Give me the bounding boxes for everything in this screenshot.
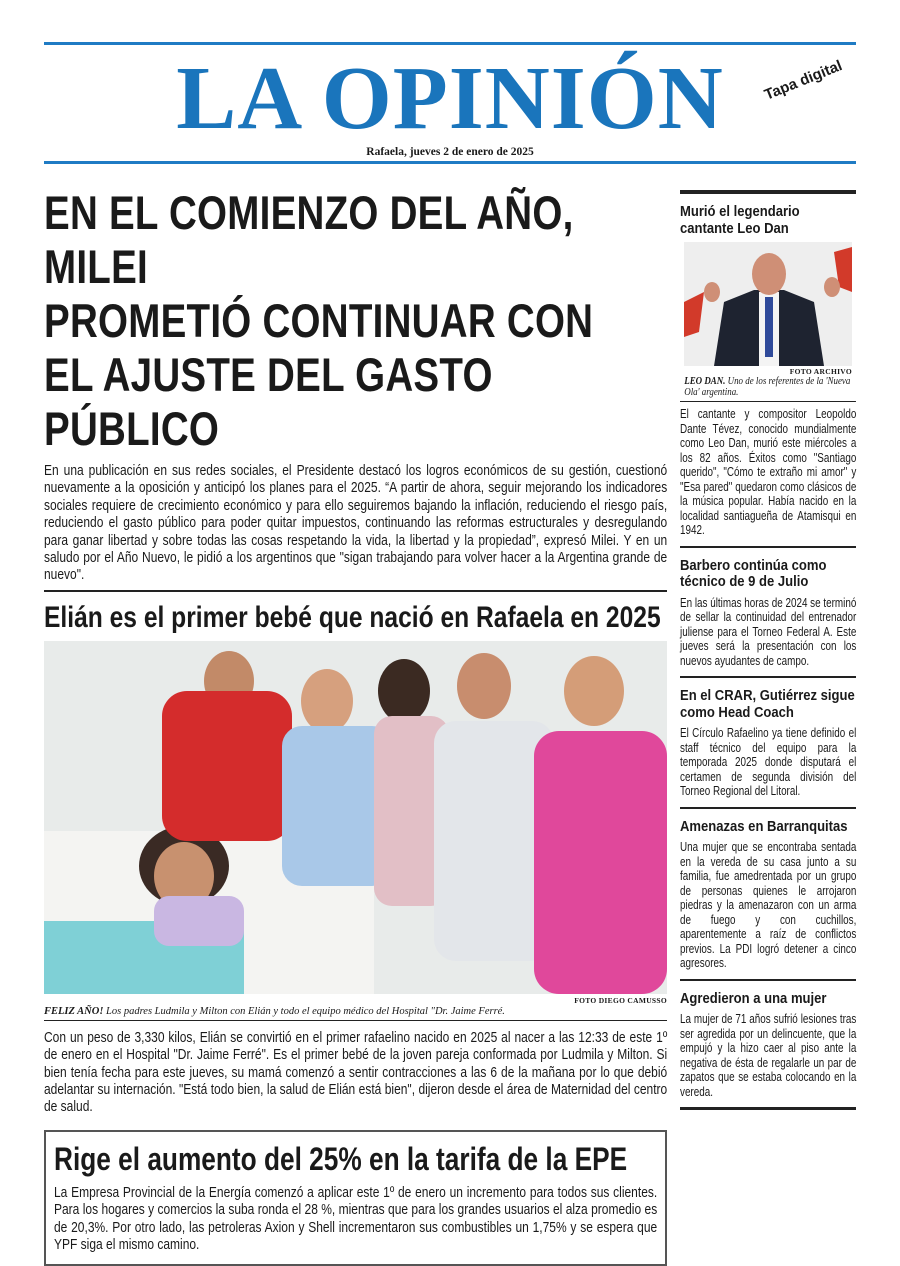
masthead-title: LA OPINIÓN bbox=[176, 49, 724, 148]
sidebar-headline-barbero[interactable]: Barbero continúa como técnico de 9 de Julio bbox=[680, 557, 827, 590]
sidebar-bottom-bar bbox=[680, 1107, 856, 1110]
baby-photo-credit: FOTO DIEGO CAMUSSO bbox=[574, 995, 667, 1005]
lead-headline[interactable] bbox=[44, 186, 667, 456]
caption-underline bbox=[44, 1020, 667, 1021]
caption-text: Los padres Ludmila y Milton con Elián y todo el equipo médico del Hospital "Dr. Jaime Ferré. bbox=[103, 1005, 505, 1017]
sidebar-body-leo-dan: El cantante y compositor Leopoldo Dante Tévez, conocido mundialmente como Leo Dan, murió este miércoles a los 82 años. Éxitos como "Santiago querido", "Cómo te extraño mi amor" y "Esa pared" quedaron como clásicos de la música popular. Había nacido en la localidad santiagueña de Atamisqui en 1942. bbox=[680, 406, 857, 537]
masthead-top-rule bbox=[44, 42, 856, 45]
baby-photo[interactable] bbox=[44, 641, 667, 994]
leo-dan-photo-credit: FOTO ARCHIVO bbox=[789, 367, 852, 376]
baby-photo-credit-row bbox=[44, 996, 667, 1005]
sidebar-item-agresion bbox=[680, 979, 856, 1108]
leo-dan-photo[interactable] bbox=[684, 242, 852, 366]
lead-body: En una publicación en sus redes sociales, el Presidente destacó los logros económicos de su gestión, cuestionó nuevamente a la oposición y anticipó los planes para el 2025. “A partir de ahora, seguir mejorando los indicadores sociales requiere de crecimiento económico y para ello seguiremos bajando la inflación, reduciendo el riesgo país, reduciendo el gasto público para poder quitar impuestos, continuando las reformas estructurales y desregulando para ganar libertad y sobre todas las cosas respetando la vida, la libertad y la propiedad”, expresó Milei. Y en un saludo por el Año Nuevo, le pidió a los argentinos que "sigan trabajando para volver hacer a la Argentina grande de nuevo". bbox=[44, 462, 668, 584]
caption-lead: LEO DAN. bbox=[684, 376, 726, 387]
sidebar-body-barbero: En las últimas horas de 2024 se terminó de sellar la continuidad del entrenador juliense para el Torneo Federal A. Este jueves será la presentación con los nuevos ayudantes de campo. bbox=[680, 594, 857, 668]
epe-headline[interactable]: Rige el aumento del 25% en la tarifa de la EPE bbox=[54, 1140, 628, 1177]
divider bbox=[44, 590, 667, 592]
sidebar-body-crar: El Círculo Rafaelino ya tiene definido el staff técnico del equipo para la temporada 2025 donde disputará el certamen de segunda división del Torneo Regional del Litoral. bbox=[680, 725, 857, 798]
lead-headline-line: EL AJUSTE DEL GASTO PÚBLICO bbox=[44, 348, 493, 455]
edition-label: Tapa digital bbox=[762, 57, 845, 104]
baby-photo-caption bbox=[44, 1006, 667, 1018]
sidebar-headline-crar[interactable]: En el CRAR, Gutiérrez sigue como Head Coach bbox=[680, 688, 855, 721]
leo-dan-image bbox=[684, 242, 852, 366]
baby-body: Con un peso de 3,330 kilos, Elián se convirtió en el primer rafaelino nacido en 2025 al nacer a las 12:33 de este 1º de enero en el Hospital "Dr. Jaime Ferré". Es el primer bebé de la joven pareja conformada por Ludmila y Milton. Si bien tenía fecha para este jueves, su mamá comenzó a sentir contracciones a las 6 de la mañana por lo que debió adelantar su internación. "Está todo bien, la salud de Elián está bien", dijeron desde el área de Maternidad del centro de salud. bbox=[44, 1028, 668, 1116]
sidebar-item-crar bbox=[680, 676, 856, 807]
sidebar-headline-barranquitas[interactable]: Amenazas en Barranquitas bbox=[680, 818, 848, 835]
sidebar-item-barranquitas bbox=[680, 807, 856, 979]
caption-lead: FELIZ AÑO! bbox=[44, 1005, 104, 1017]
masthead-bottom-rule bbox=[44, 161, 856, 164]
baby-headline[interactable]: Elián es el primer bebé que nació en Rafaela en 2025 bbox=[44, 600, 661, 634]
epe-body: La Empresa Provincial de la Energía comenzó a aplicar este 1º de enero un incremento para todos sus clientes. Para los hogares y comercios la suba ronda el 28 %, mientras que para los grandes usuarios el alza promedio es de 20,3%. Por otro lado, las petroleras Axion y Shell incrementaron sus combustibles un 1,75% y se espera que YPF siga el mismo camino. bbox=[54, 1183, 658, 1254]
main-column bbox=[44, 180, 667, 1266]
lead-headline-line: EN EL COMIENZO DEL AÑO, MILEI bbox=[44, 186, 574, 293]
sidebar-headline-agresion[interactable]: Agredieron a una mujer bbox=[680, 990, 827, 1007]
caption-text: Uno de los referentes de la 'Nueva Ola' argentina. bbox=[684, 376, 851, 398]
sidebar-body-barranquitas: Una mujer que se encontraba sentada en la vereda de su casa junto a su familia, fue amedrentada por un grupo de personas quienes le arrojaron piedras y la amenazaron con un arma de fuego y con cuchillos, aparentemente a raíz de conflictos previos. La PDI logró detener a cinco agresores. bbox=[680, 839, 857, 970]
issue-date: Rafaela, jueves 2 de enero de 2025 bbox=[366, 146, 534, 158]
sidebar-item-leo-dan bbox=[680, 190, 856, 546]
leo-dan-credit-row bbox=[680, 367, 856, 376]
sidebar bbox=[680, 190, 856, 1110]
sidebar-headline-leo-dan[interactable]: Murió el legendario cantante Leo Dan bbox=[680, 204, 800, 237]
masthead-logo bbox=[0, 49, 900, 148]
sidebar-body-agresion: La mujer de 71 años sufrió lesiones tras ser agredida por un delincuente, que la empujó y la hizo caer al piso ante la negativa de ésta de regalarle un par de zapatos que se estaba colocando en la vereda. bbox=[680, 1011, 857, 1099]
leo-dan-caption bbox=[680, 376, 856, 402]
hospital-group-photo bbox=[44, 641, 667, 994]
sidebar-item-barbero bbox=[680, 546, 856, 677]
epe-box bbox=[44, 1130, 667, 1266]
lead-headline-line: PROMETIÓ CONTINUAR CON bbox=[44, 294, 594, 347]
